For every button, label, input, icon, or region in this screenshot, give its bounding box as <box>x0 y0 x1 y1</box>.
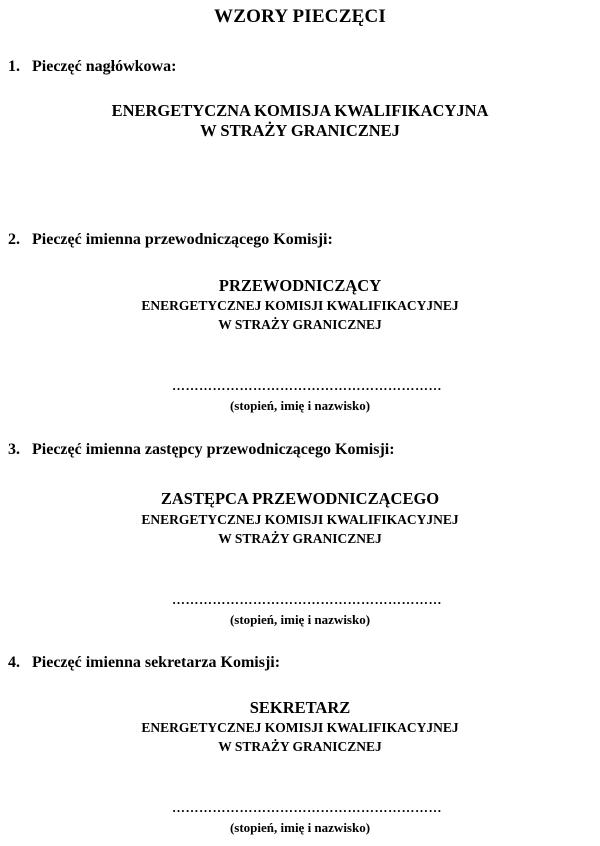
section-heading-text: Pieczęć imienna przewodniczącego Komisji: <box>32 231 333 248</box>
chair-signature-line: …………………………………………………… <box>172 378 442 393</box>
section-number: 4. <box>8 654 20 671</box>
secretary-signature-line: …………………………………………………… <box>172 800 442 815</box>
secretary-stamp-line-1: ENERGETYCZNEJ KOMISJI KWALIFIKACYJNEJ <box>141 720 459 735</box>
section-heading-text: Pieczęć imienna sekretarza Komisji: <box>32 654 281 671</box>
section-heading-text: Pieczęć nagłówkowa: <box>32 58 177 75</box>
chair-stamp-role: PRZEWODNICZĄCY <box>218 276 382 295</box>
chair-stamp-line-1: ENERGETYCZNEJ KOMISJI KWALIFIKACYJNEJ <box>141 298 459 313</box>
deputy-signature-caption: (stopień, imię i nazwisko) <box>229 612 371 627</box>
deputy-stamp-line-1: ENERGETYCZNEJ KOMISJI KWALIFIKACYJNEJ <box>141 512 459 527</box>
chair-stamp-line-2: W STRAŻY GRANICZNEJ <box>218 317 382 332</box>
secretary-stamp-role: SEKRETARZ <box>249 698 351 717</box>
header-stamp-line-1: ENERGETYCZNA KOMISJA KWALIFIKACYJNA <box>111 101 489 120</box>
secretary-signature-caption: (stopień, imię i nazwisko) <box>229 820 371 835</box>
deputy-signature-line: …………………………………………………… <box>172 592 442 607</box>
section-4-heading <box>8 654 280 672</box>
page-title: WZORY PIECZĘCI <box>214 6 386 27</box>
section-heading-text: Pieczęć imienna zastępcy przewodniczącego Komisji: <box>32 441 395 458</box>
section-number: 1. <box>8 58 20 75</box>
section-3-heading <box>8 441 395 459</box>
deputy-stamp-role: ZASTĘPCA PRZEWODNICZĄCEGO <box>160 489 440 508</box>
section-2-heading <box>8 231 333 249</box>
chair-signature-caption: (stopień, imię i nazwisko) <box>229 398 371 413</box>
secretary-stamp-line-2: W STRAŻY GRANICZNEJ <box>218 739 382 754</box>
header-stamp-line-2: W STRAŻY GRANICZNEJ <box>200 121 400 140</box>
deputy-stamp-line-2: W STRAŻY GRANICZNEJ <box>218 531 382 546</box>
section-number: 3. <box>8 441 20 458</box>
section-number: 2. <box>8 231 20 248</box>
section-1-heading <box>8 58 176 76</box>
